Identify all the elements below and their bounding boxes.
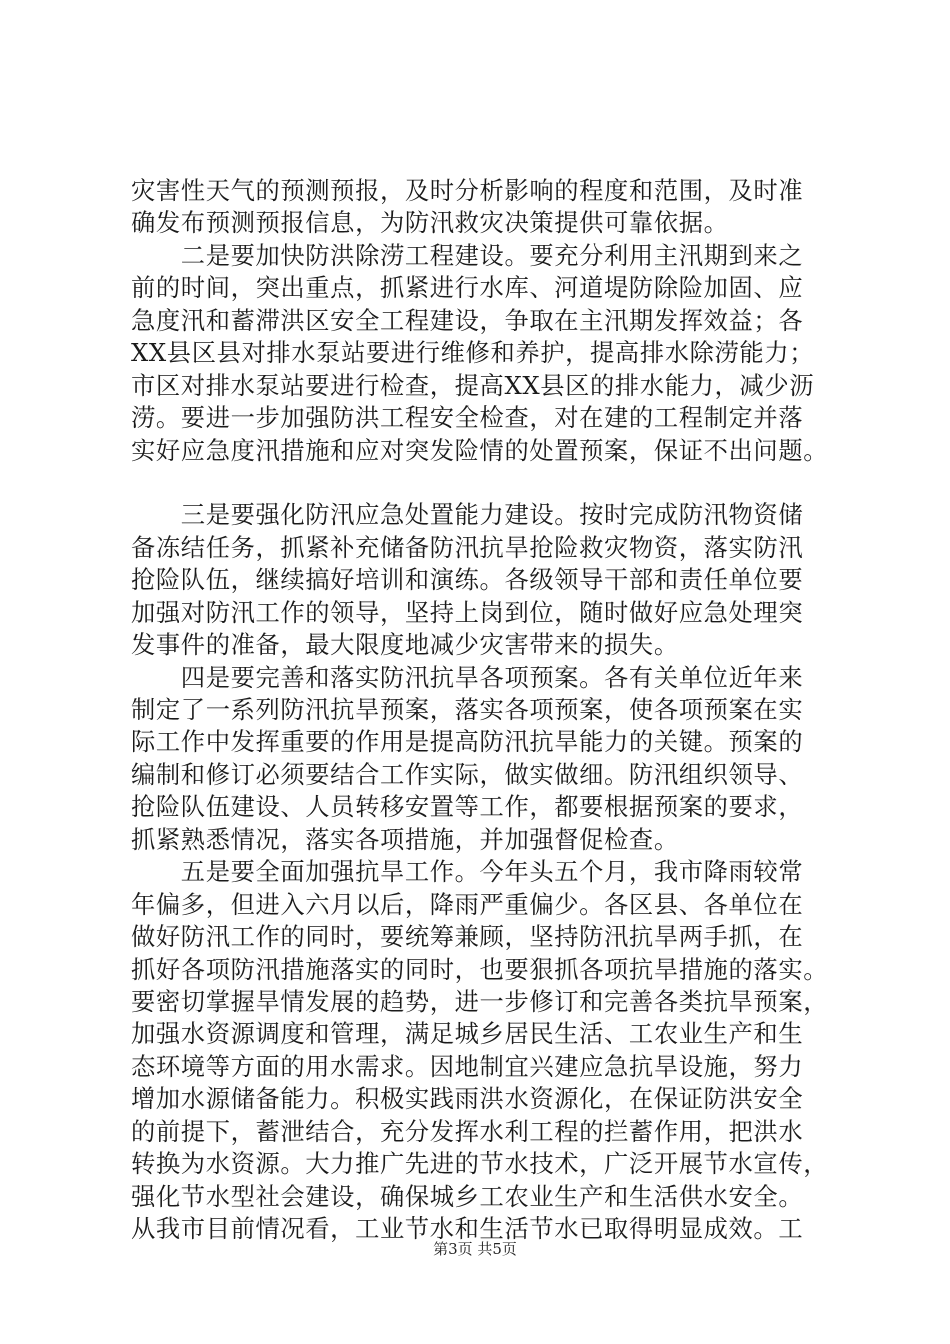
text-line: 实好应急度汛措施和应对突发险情的处置预案，保证不出问题。 bbox=[131, 435, 829, 465]
text-line: 要密切掌握旱情发展的趋势，进一步修订和完善各类抗旱预案， bbox=[131, 986, 829, 1016]
text-line: 二是要加快防洪除涝工程建设。要充分利用主汛期到来之 bbox=[131, 240, 804, 270]
text-line: 四是要完善和落实防汛抗旱各项预案。各有关单位近年来 bbox=[131, 662, 804, 692]
text-line: XX县区县对排水泵站要进行维修和养护，提高排水除涝能力； bbox=[131, 338, 815, 368]
text-line: 灾害性天气的预测预报，及时分析影响的程度和范围，及时准 bbox=[131, 176, 804, 205]
paragraph bbox=[131, 175, 831, 240]
text-line: 编制和修订必须要结合工作实际，做实做细。防汛组织领导、 bbox=[131, 759, 804, 789]
text-line: 加强水资源调度和管理，满足城乡居民生活、工农业生产和生 bbox=[131, 1019, 804, 1049]
text-line: 的前提下，蓄泄结合，充分发挥水利工程的拦蓄作用，把洪水 bbox=[131, 1116, 804, 1146]
paragraph-gap bbox=[131, 467, 831, 499]
text-line: 急度汛和蓄滞洪区安全工程建设，争取在主汛期发挥效益；各 bbox=[131, 305, 804, 335]
text-line: 制定了一系列防汛抗旱预案，落实各项预案，使各项预案在实 bbox=[131, 695, 804, 724]
text-line: 涝。要进一步加强防洪工程安全检查，对在建的工程制定并落 bbox=[131, 403, 804, 433]
text-line: 确发布预测预报信息，为防汛救灾决策提供可靠依据。 bbox=[131, 208, 729, 238]
paragraph bbox=[131, 856, 831, 1245]
paragraph bbox=[131, 240, 831, 467]
text-line: 抓好各项防汛措施落实的同时，也要狠抓各项抗旱措施的落实。 bbox=[131, 954, 829, 984]
text-line: 抢险队伍建设、人员转移安置等工作，都要根据预案的要求， bbox=[131, 792, 804, 822]
text-line: 抢险队伍，继续搞好培训和演练。各级领导干部和责任单位要 bbox=[131, 565, 804, 595]
text-line: 市区对排水泵站要进行检查，提高XX县区的排水能力，减少沥 bbox=[131, 370, 815, 400]
text-line: 年偏多，但进入六月以后，降雨严重偏少。各区县、各单位在 bbox=[131, 889, 804, 919]
paragraph bbox=[131, 499, 831, 661]
text-line: 五是要全面加强抗旱工作。今年头五个月，我市降雨较常 bbox=[131, 857, 804, 887]
text-line: 加强对防汛工作的领导，坚持上岗到位，随时做好应急处理突 bbox=[131, 597, 804, 627]
text-line: 际工作中发挥重要的作用是提高防汛抗旱能力的关键。预案的 bbox=[131, 727, 804, 757]
text-line: 强化节水型社会建设，确保城乡工农业生产和生活供水安全。 bbox=[131, 1181, 804, 1211]
text-line: 备冻结任务，抓紧补充储备防汛抗旱抢险救灾物资，落实防汛 bbox=[131, 532, 804, 562]
text-line: 从我市目前情况看，工业节水和生活节水已取得明显成效。工 bbox=[131, 1214, 804, 1243]
text-line: 做好防汛工作的同时，要统筹兼顾，坚持防汛抗旱两手抓，在 bbox=[131, 922, 804, 952]
text-line: 三是要强化防汛应急处置能力建设。按时完成防汛物资储 bbox=[131, 500, 804, 530]
page-number-footer: 第3页 共5页 bbox=[433, 1240, 517, 1258]
document-body bbox=[131, 175, 831, 1245]
text-line: 态环境等方面的用水需求。因地制宜兴建应急抗旱设施，努力 bbox=[131, 1051, 804, 1081]
text-line: 转换为水资源。大力推广先进的节水技术，广泛开展节水宣传， bbox=[131, 1149, 829, 1179]
text-line: 抓紧熟悉情况，落实各项措施，并加强督促检查。 bbox=[131, 824, 679, 854]
text-line: 增加水源储备能力。积极实践雨洪水资源化，在保证防洪安全 bbox=[131, 1084, 804, 1114]
paragraph bbox=[131, 662, 831, 857]
text-line: 发事件的准备，最大限度地减少灾害带来的损失。 bbox=[131, 630, 679, 660]
text-line: 前的时间，突出重点，抓紧进行水库、河道堤防除险加固、应 bbox=[131, 273, 804, 303]
